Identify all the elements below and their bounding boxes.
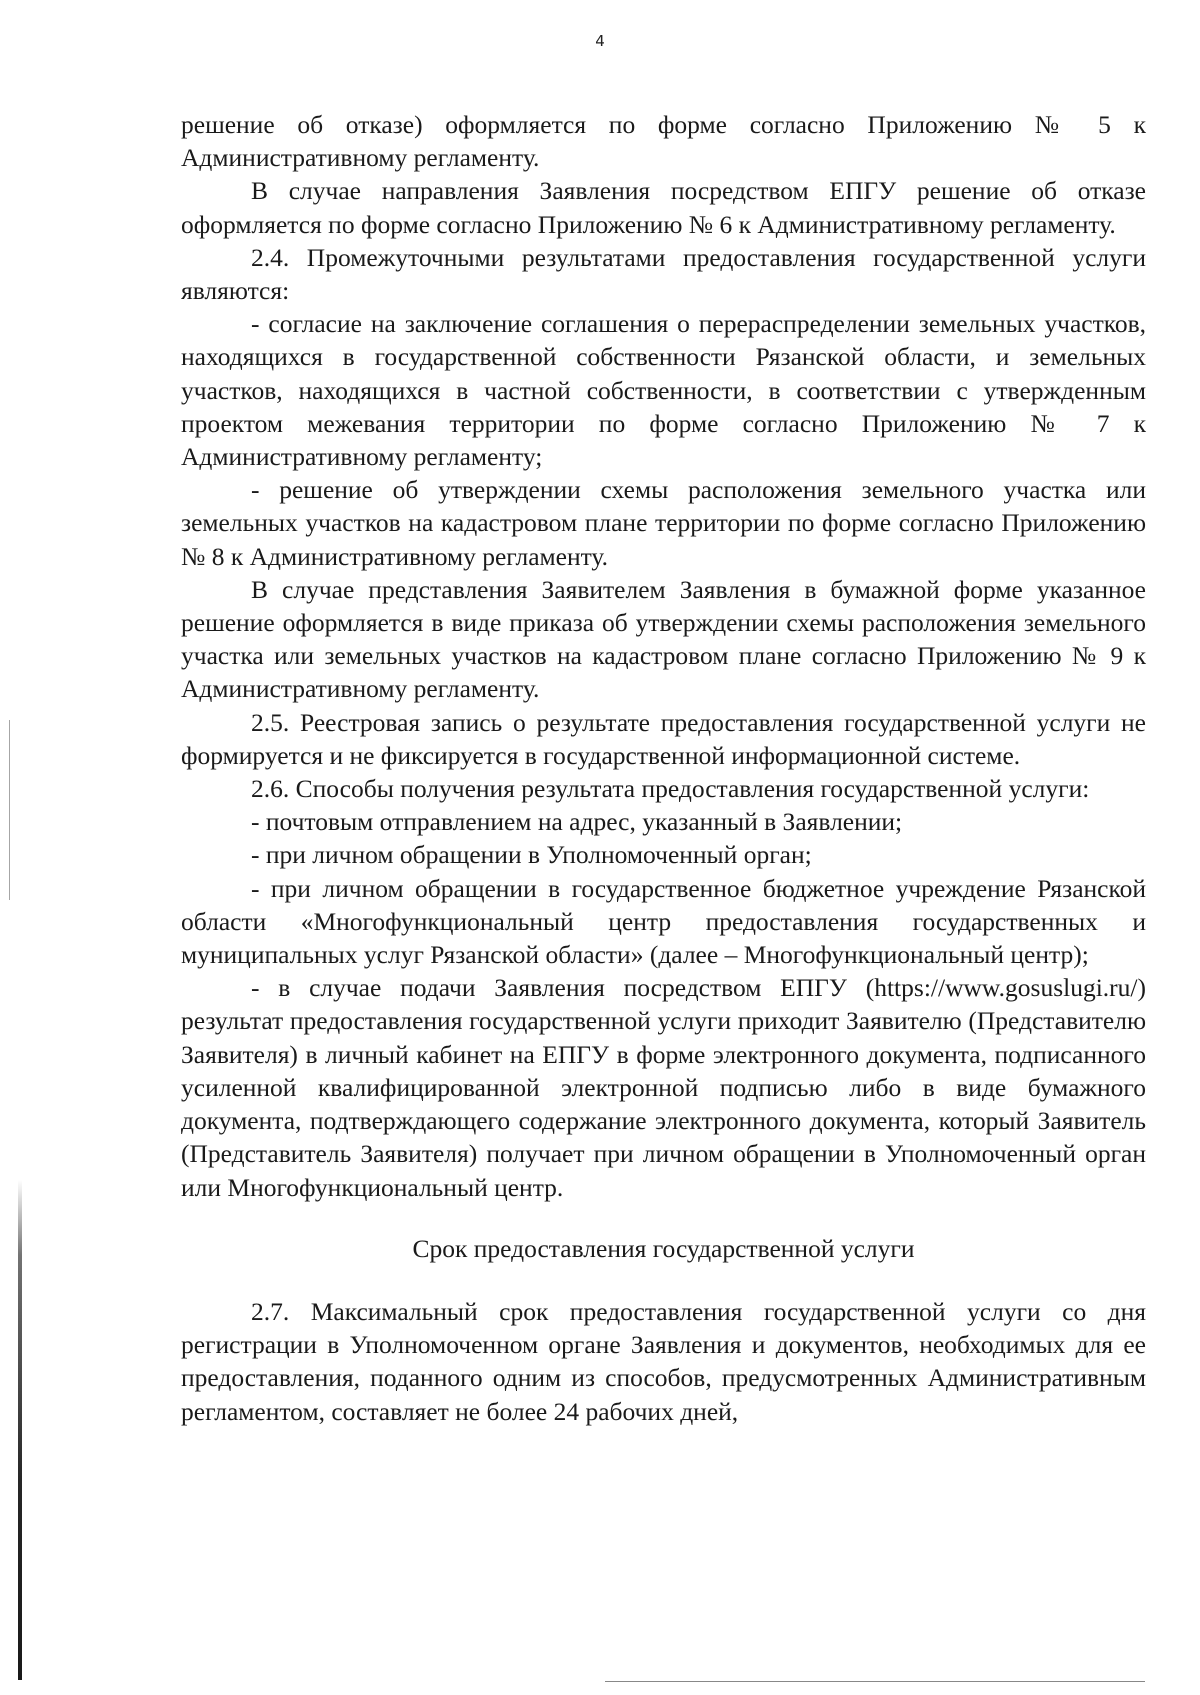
list-item: - решение об утверждении схемы расположения земельного участка или земельных участков на кадастровом плане территории по форме согласно Приложению № 8 к Административному регламенту. xyxy=(181,475,1146,571)
clause-2-5: 2.5. Реестровая запись о результате предоставления государственной услуги не формируется и не фиксируется в государственной информационной системе. xyxy=(181,707,1146,770)
scan-edge-mark xyxy=(9,720,10,900)
paragraph-continuation: решение об отказе) оформляется по форме согласно Приложению № 5 к Административному регламенту. xyxy=(181,110,1146,173)
list-item: - при личном обращении в Уполномоченный орган; xyxy=(251,840,812,870)
footer-rule xyxy=(605,1681,1145,1682)
list-item: - при личном обращении в государственное бюджетное учреждение Рязанской области «Многофункциональный центр предоставления государственных и муниципальных услуг Рязанской области» (далее – Многофункциональный центр); xyxy=(181,873,1146,970)
section-heading: Срок предоставления государственной услуги xyxy=(412,1233,915,1263)
clause-2-4: 2.4. Промежуточными результатами предоставления государственной услуги являются: xyxy=(181,242,1146,306)
clause-2-7: 2.7. Максимальный срок предоставления государственной услуги со дня регистрации в Уполномоченном органе Заявления и документов, необходимых для ее предоставления, поданного одним из способов, предусмотренных Административным регламентом, составляет не более 24 рабочих дней, xyxy=(181,1296,1146,1426)
page-number: 4 xyxy=(595,32,605,50)
document-body xyxy=(181,108,1146,1428)
clause-2-6: 2.6. Способы получения результата предоставления государственной услуги: xyxy=(251,774,1090,804)
list-item: - в случае подачи Заявления посредством ЕПГУ (https://www.gosuslugi.ru/) результат предоставления государственной услуги приходит Заявителю (Представителю Заявителя) в личный кабинет на ЕПГУ в форме электронного документа, подписанного усиленной квалифицированной электронной подписью либо в виде бумажного документа, подтверждающего содержание электронного документа, который Заявитель (Представитель Заявителя) получает при личном обращении в Уполномоченный орган или Многофункциональный центр. xyxy=(181,973,1146,1202)
scan-edge-mark xyxy=(18,1180,22,1680)
list-item: - согласие на заключение соглашения о перераспределении земельных участков, находящихся в государственной собственности Рязанской области, и земельных участков, находящихся в частной собственности, в соответствии с утвержденным проектом межевания территории по форме согласно Приложению № 7 к Административному регламенту; xyxy=(181,309,1146,472)
paragraph: В случае направления Заявления посредством ЕПГУ решение об отказе оформляется по форме согласно Приложению № 6 к Административному регламенту. xyxy=(181,176,1146,239)
list-item: - почтовым отправлением на адрес, указанный в Заявлении; xyxy=(251,807,903,837)
paragraph: В случае представления Заявителем Заявления в бумажной форме указанное решение оформляется в виде приказа об утверждении схемы расположения земельного участка или земельных участков на кадастровом плане согласно Приложению № 9 к Административному регламенту. xyxy=(181,574,1146,704)
